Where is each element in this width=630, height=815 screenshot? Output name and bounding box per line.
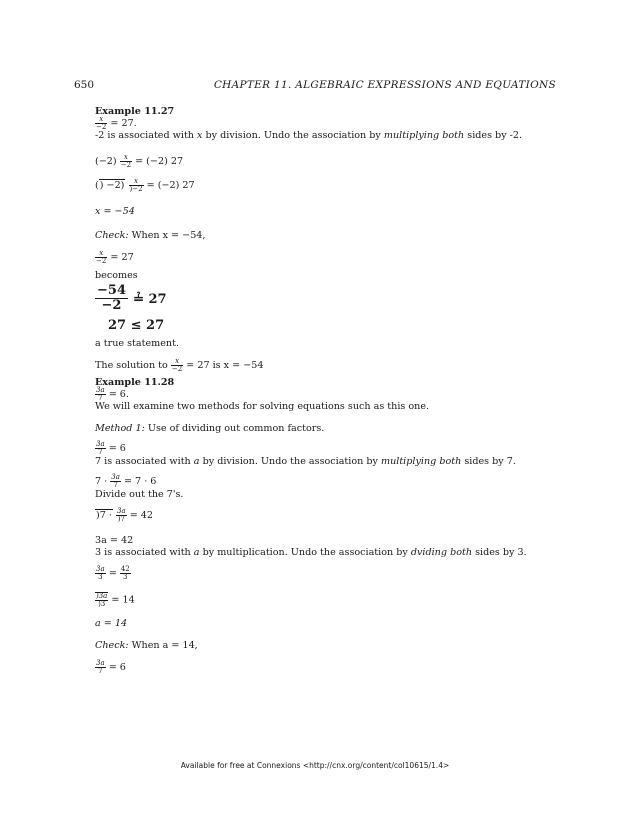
step-multiply: (−2) $\frac{x}{-2}$ = (−2) 27: [95, 153, 184, 169]
m1-step4: 3a = 42: [95, 535, 134, 546]
chapter-title: CHAPTER 11. ALGEBRAIC EXPRESSIONS AND EQUATIONS: [213, 79, 556, 91]
m1-step7: a = 14: [95, 618, 128, 629]
example-11-28-equation: $\frac{3a}{7}$ = 6.: [96, 386, 129, 402]
example-11-27-equation: $\frac{x}{-2}$ = 27.: [96, 115, 137, 131]
big-check-fraction: $\frac{-54}{-2}$ ≟ 27: [97, 283, 167, 313]
m1-step2: 7 · $\frac{3a}{7}$ = 7 · 6: [95, 473, 157, 489]
check-equation: $\frac{x}{-2}$ = 27: [96, 249, 134, 265]
intro-sentence: We will examine two methods for solving equations such as this one.: [95, 401, 430, 412]
divide-out-line: Divide out the 7's.: [95, 489, 184, 500]
step-result: x = −54: [95, 206, 135, 217]
m1-step1: $\frac{3a}{7}$ = 6: [96, 440, 126, 456]
solution-line: The solution to $\frac{x}{-2}$ = 27 is x = −54: [95, 357, 264, 373]
m1-step3: )7 · $\frac{3a}{)7}$ = 42: [96, 507, 154, 523]
step-cancel: () −2) $\frac{x}{)-2}$ = (−2) 27: [95, 177, 195, 193]
method-line: Method 1: Use of dividing out common factors.: [95, 423, 325, 434]
true-statement: a true statement.: [95, 338, 180, 349]
check-line: Check: When x = −54,: [95, 230, 206, 241]
check-equation-2: $\frac{3a}{7}$ = 6: [96, 659, 126, 675]
association-sentence-3: 3 is associated with a by multiplication. Undo the association by dviding both sides by 3.: [95, 547, 527, 558]
footer-availability: Available for free at Connexions <http://cnx.org/content/col10615/1.4>: [180, 761, 450, 770]
big-check-result: 27 ≤ 27: [108, 318, 165, 333]
association-sentence: -2 is associated with x by division. Undo the association by multiplying both sides by -2.: [95, 130, 523, 141]
page-number: 650: [74, 79, 95, 91]
example-11-28-heading: Example 11.28: [95, 377, 175, 388]
check-line-2: Check: When a = 14,: [95, 640, 198, 651]
association-sentence-2: 7 is associated with a by division. Undo the association by multiplying both sides by 7.: [95, 456, 516, 467]
m1-step6: $\frac{)3a}{)3}$ = 14: [96, 592, 135, 608]
m1-step5: $\frac{3a}{3}$ = $\frac{42}{3}$: [96, 565, 130, 581]
example-11-27-heading: Example 11.27: [95, 106, 175, 117]
becomes-label: becomes: [95, 270, 138, 281]
